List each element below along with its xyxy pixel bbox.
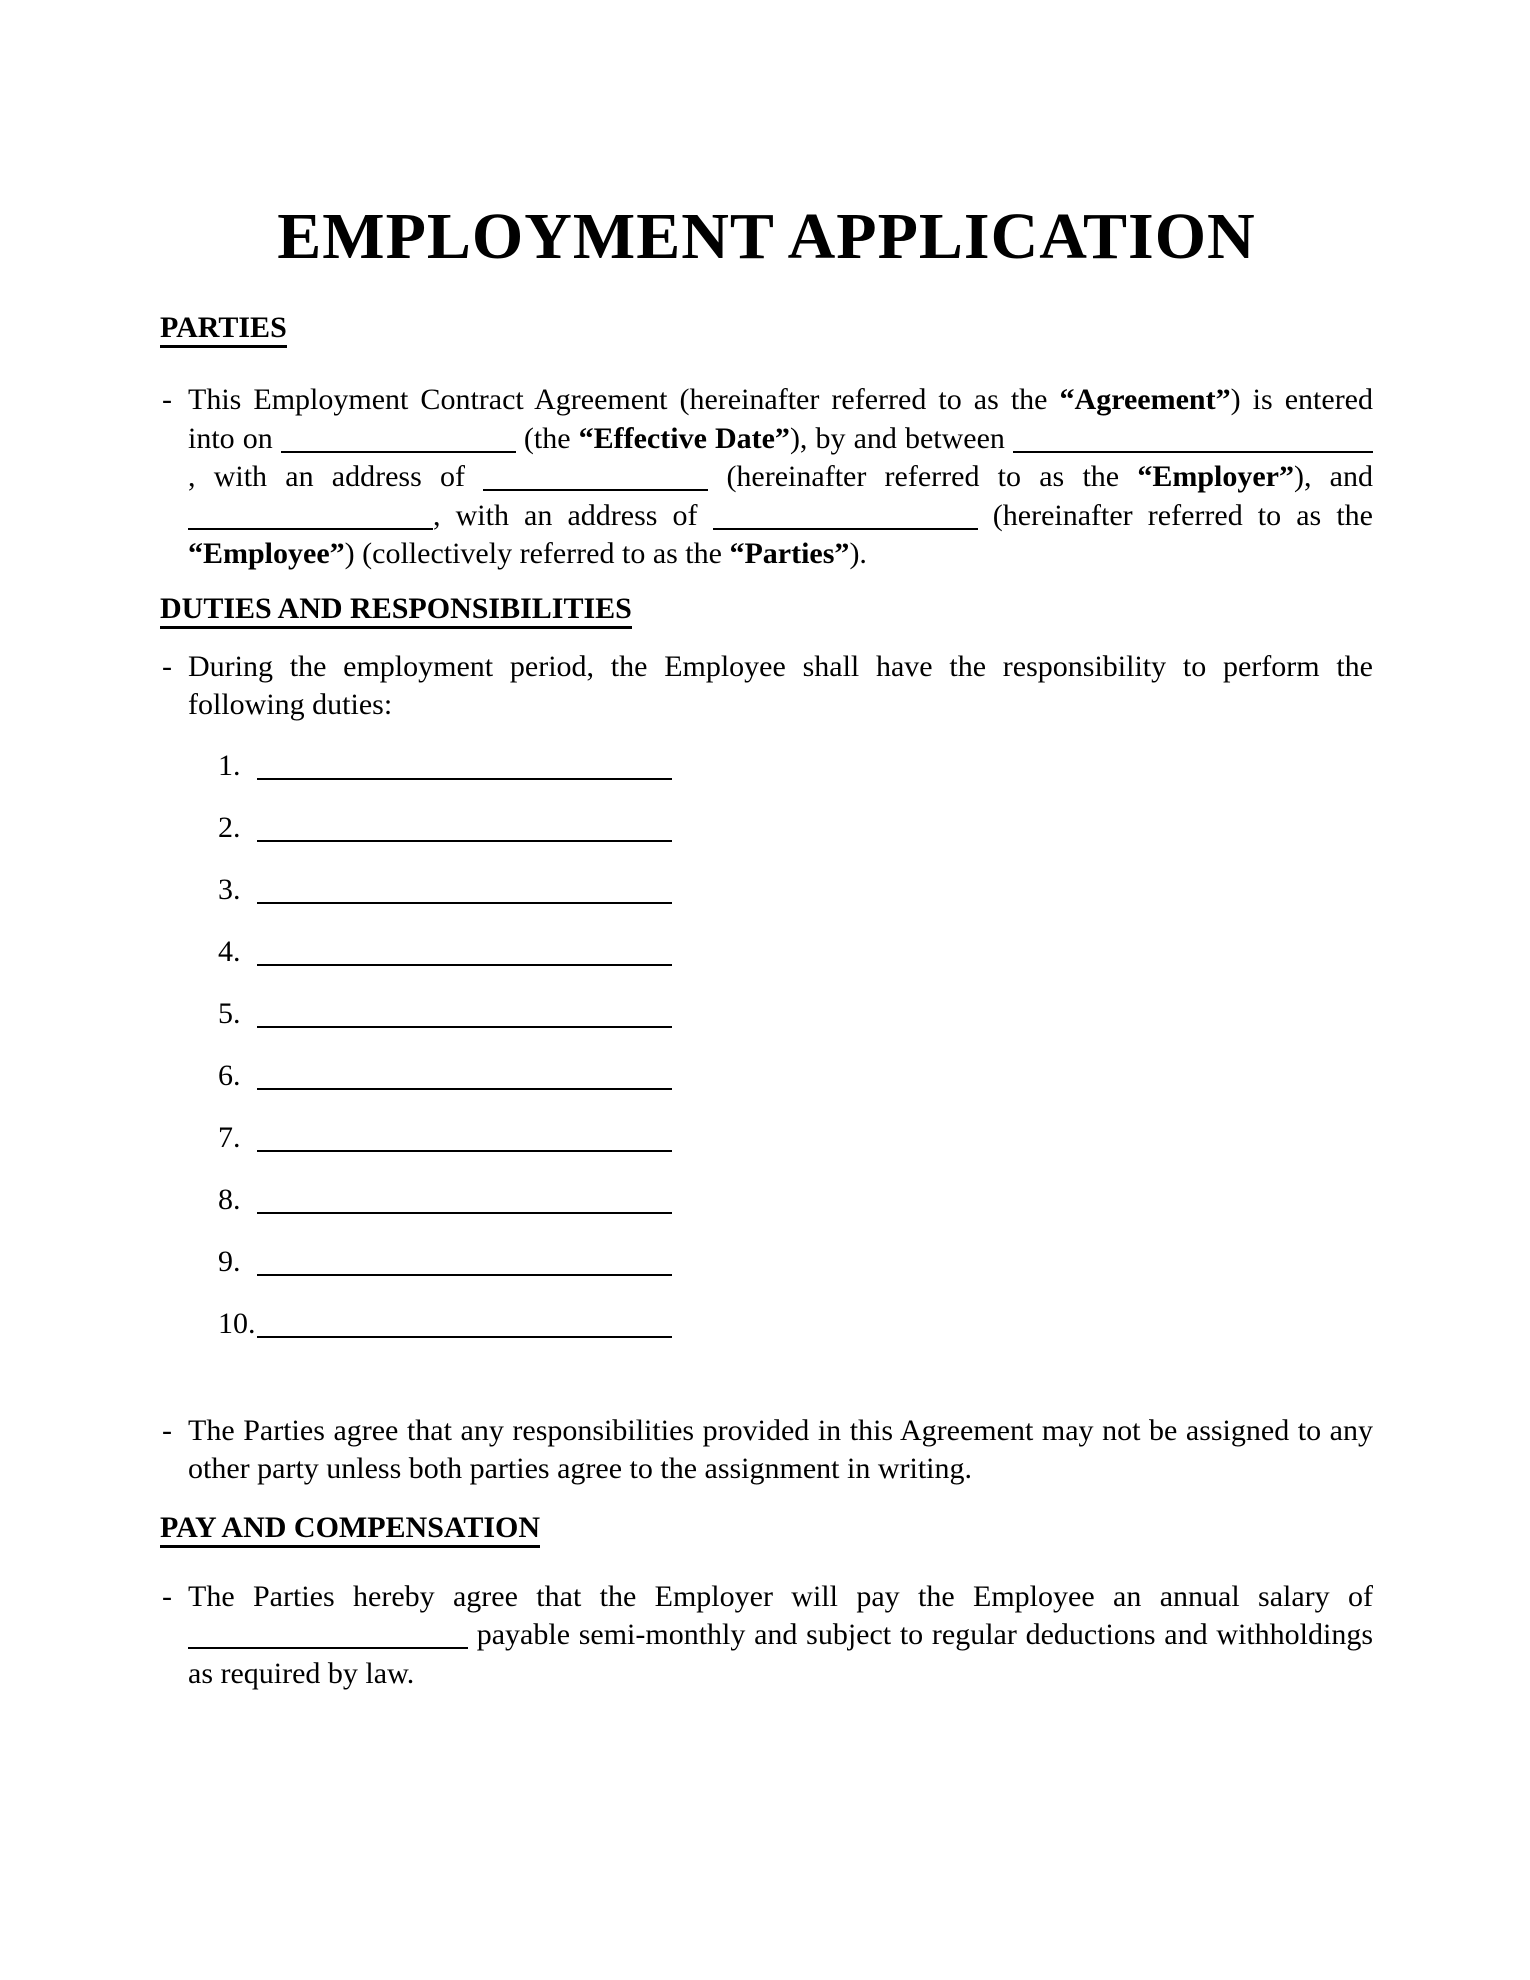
duty-blank-line xyxy=(257,1026,672,1028)
duty-number: 5. xyxy=(218,996,241,1030)
duty-number: 1. xyxy=(218,748,241,782)
duty-list-item xyxy=(218,933,1373,995)
duty-number: 8. xyxy=(218,1182,241,1216)
text-segment: ), by and between xyxy=(789,421,1013,455)
bullet-dash: - xyxy=(162,383,172,416)
section-heading-duties-text: DUTIES AND RESPONSIBILITIES xyxy=(160,592,632,629)
text-segment: , with an address of xyxy=(188,460,484,493)
duties-intro-paragraph xyxy=(160,648,1373,725)
duty-blank-line xyxy=(257,964,672,966)
document-title: EMPLOYMENT APPLICATION xyxy=(277,200,1256,273)
duty-number: 9. xyxy=(218,1244,241,1278)
duty-blank-line xyxy=(257,778,672,780)
duty-number: 7. xyxy=(218,1120,241,1154)
text-segment: ). xyxy=(849,537,867,570)
text-segment: The Parties agree that any responsibilities provided in this Agreement may not be assigned to any other party unless both parties agree to the assignment in writing. xyxy=(188,1413,1373,1485)
text-segment: ), and xyxy=(1293,460,1373,493)
text-segment: (hereinafter referred to as the xyxy=(708,460,1138,493)
text-segment: The Parties hereby agree that the Employer will pay the Employee an annual salary of xyxy=(188,1579,1373,1613)
pay-paragraph xyxy=(160,1578,1373,1694)
text-segment: ) (collectively referred to as the xyxy=(344,537,730,570)
blank-line-effective-date xyxy=(281,451,516,453)
duty-blank-line xyxy=(257,1212,672,1214)
text-segment: This Employment Contract Agreement (hereinafter referred to as the xyxy=(188,383,1060,416)
duty-list-item xyxy=(218,1181,1373,1243)
duty-number: 6. xyxy=(218,1058,241,1092)
duty-list-item xyxy=(218,1243,1373,1305)
duty-list-item xyxy=(218,995,1373,1057)
duty-list-item xyxy=(218,1119,1373,1181)
section-heading-pay-text: PAY AND COMPENSATION xyxy=(160,1511,540,1548)
text-segment: During the employment period, the Employee shall have the responsibility to perform the following duties: xyxy=(188,649,1373,721)
duty-number: 10. xyxy=(218,1306,256,1340)
duty-list-item xyxy=(218,809,1373,871)
duty-blank-line xyxy=(257,1274,672,1276)
bullet-dash: - xyxy=(162,1579,172,1613)
text-segment: (hereinafter referred to as the xyxy=(977,498,1373,532)
section-heading-pay xyxy=(160,1509,1373,1547)
duty-blank-line xyxy=(257,1088,672,1090)
duty-list-item xyxy=(218,871,1373,933)
defined-term-effective-date: “Effective Date” xyxy=(578,421,790,455)
duty-list-item xyxy=(218,747,1373,809)
assignment-clause-paragraph xyxy=(160,1412,1373,1489)
text-segment: (the xyxy=(515,421,579,455)
section-heading-duties xyxy=(160,590,1373,628)
duty-blank-line xyxy=(257,840,672,842)
section-heading-parties-text: PARTIES xyxy=(160,311,287,348)
text-segment: payable semi-monthly and subject to regular deductions and withholdings as required by law. xyxy=(188,1618,1373,1690)
duty-blank-line xyxy=(257,1336,672,1338)
bullet-dash: - xyxy=(162,649,172,683)
defined-term-agreement: “Agreement” xyxy=(1059,383,1231,416)
text-segment: , with an address of xyxy=(433,498,713,532)
text-segment: ) is entered into on xyxy=(188,383,1373,455)
duties-list xyxy=(218,747,1373,1367)
defined-term-employee: “Employee” xyxy=(188,537,345,570)
duty-blank-line xyxy=(257,902,672,904)
duty-list-item xyxy=(218,1305,1373,1367)
blank-line-annual-salary xyxy=(188,1647,468,1649)
section-heading-parties xyxy=(160,309,1373,347)
duty-list-item xyxy=(218,1057,1373,1119)
blank-line-employee-name xyxy=(188,528,433,530)
bullet-dash: - xyxy=(162,1413,172,1447)
duty-number: 2. xyxy=(218,810,241,844)
blank-line-employer-address xyxy=(483,489,708,491)
duty-number: 3. xyxy=(218,872,241,906)
blank-line-employer-name xyxy=(1013,451,1373,453)
parties-paragraph xyxy=(160,381,1373,574)
defined-term-employer: “Employer” xyxy=(1137,460,1294,493)
duty-number: 4. xyxy=(218,934,241,968)
duty-blank-line xyxy=(257,1150,672,1152)
defined-term-parties: “Parties” xyxy=(729,537,850,570)
blank-line-employee-address xyxy=(713,528,978,530)
